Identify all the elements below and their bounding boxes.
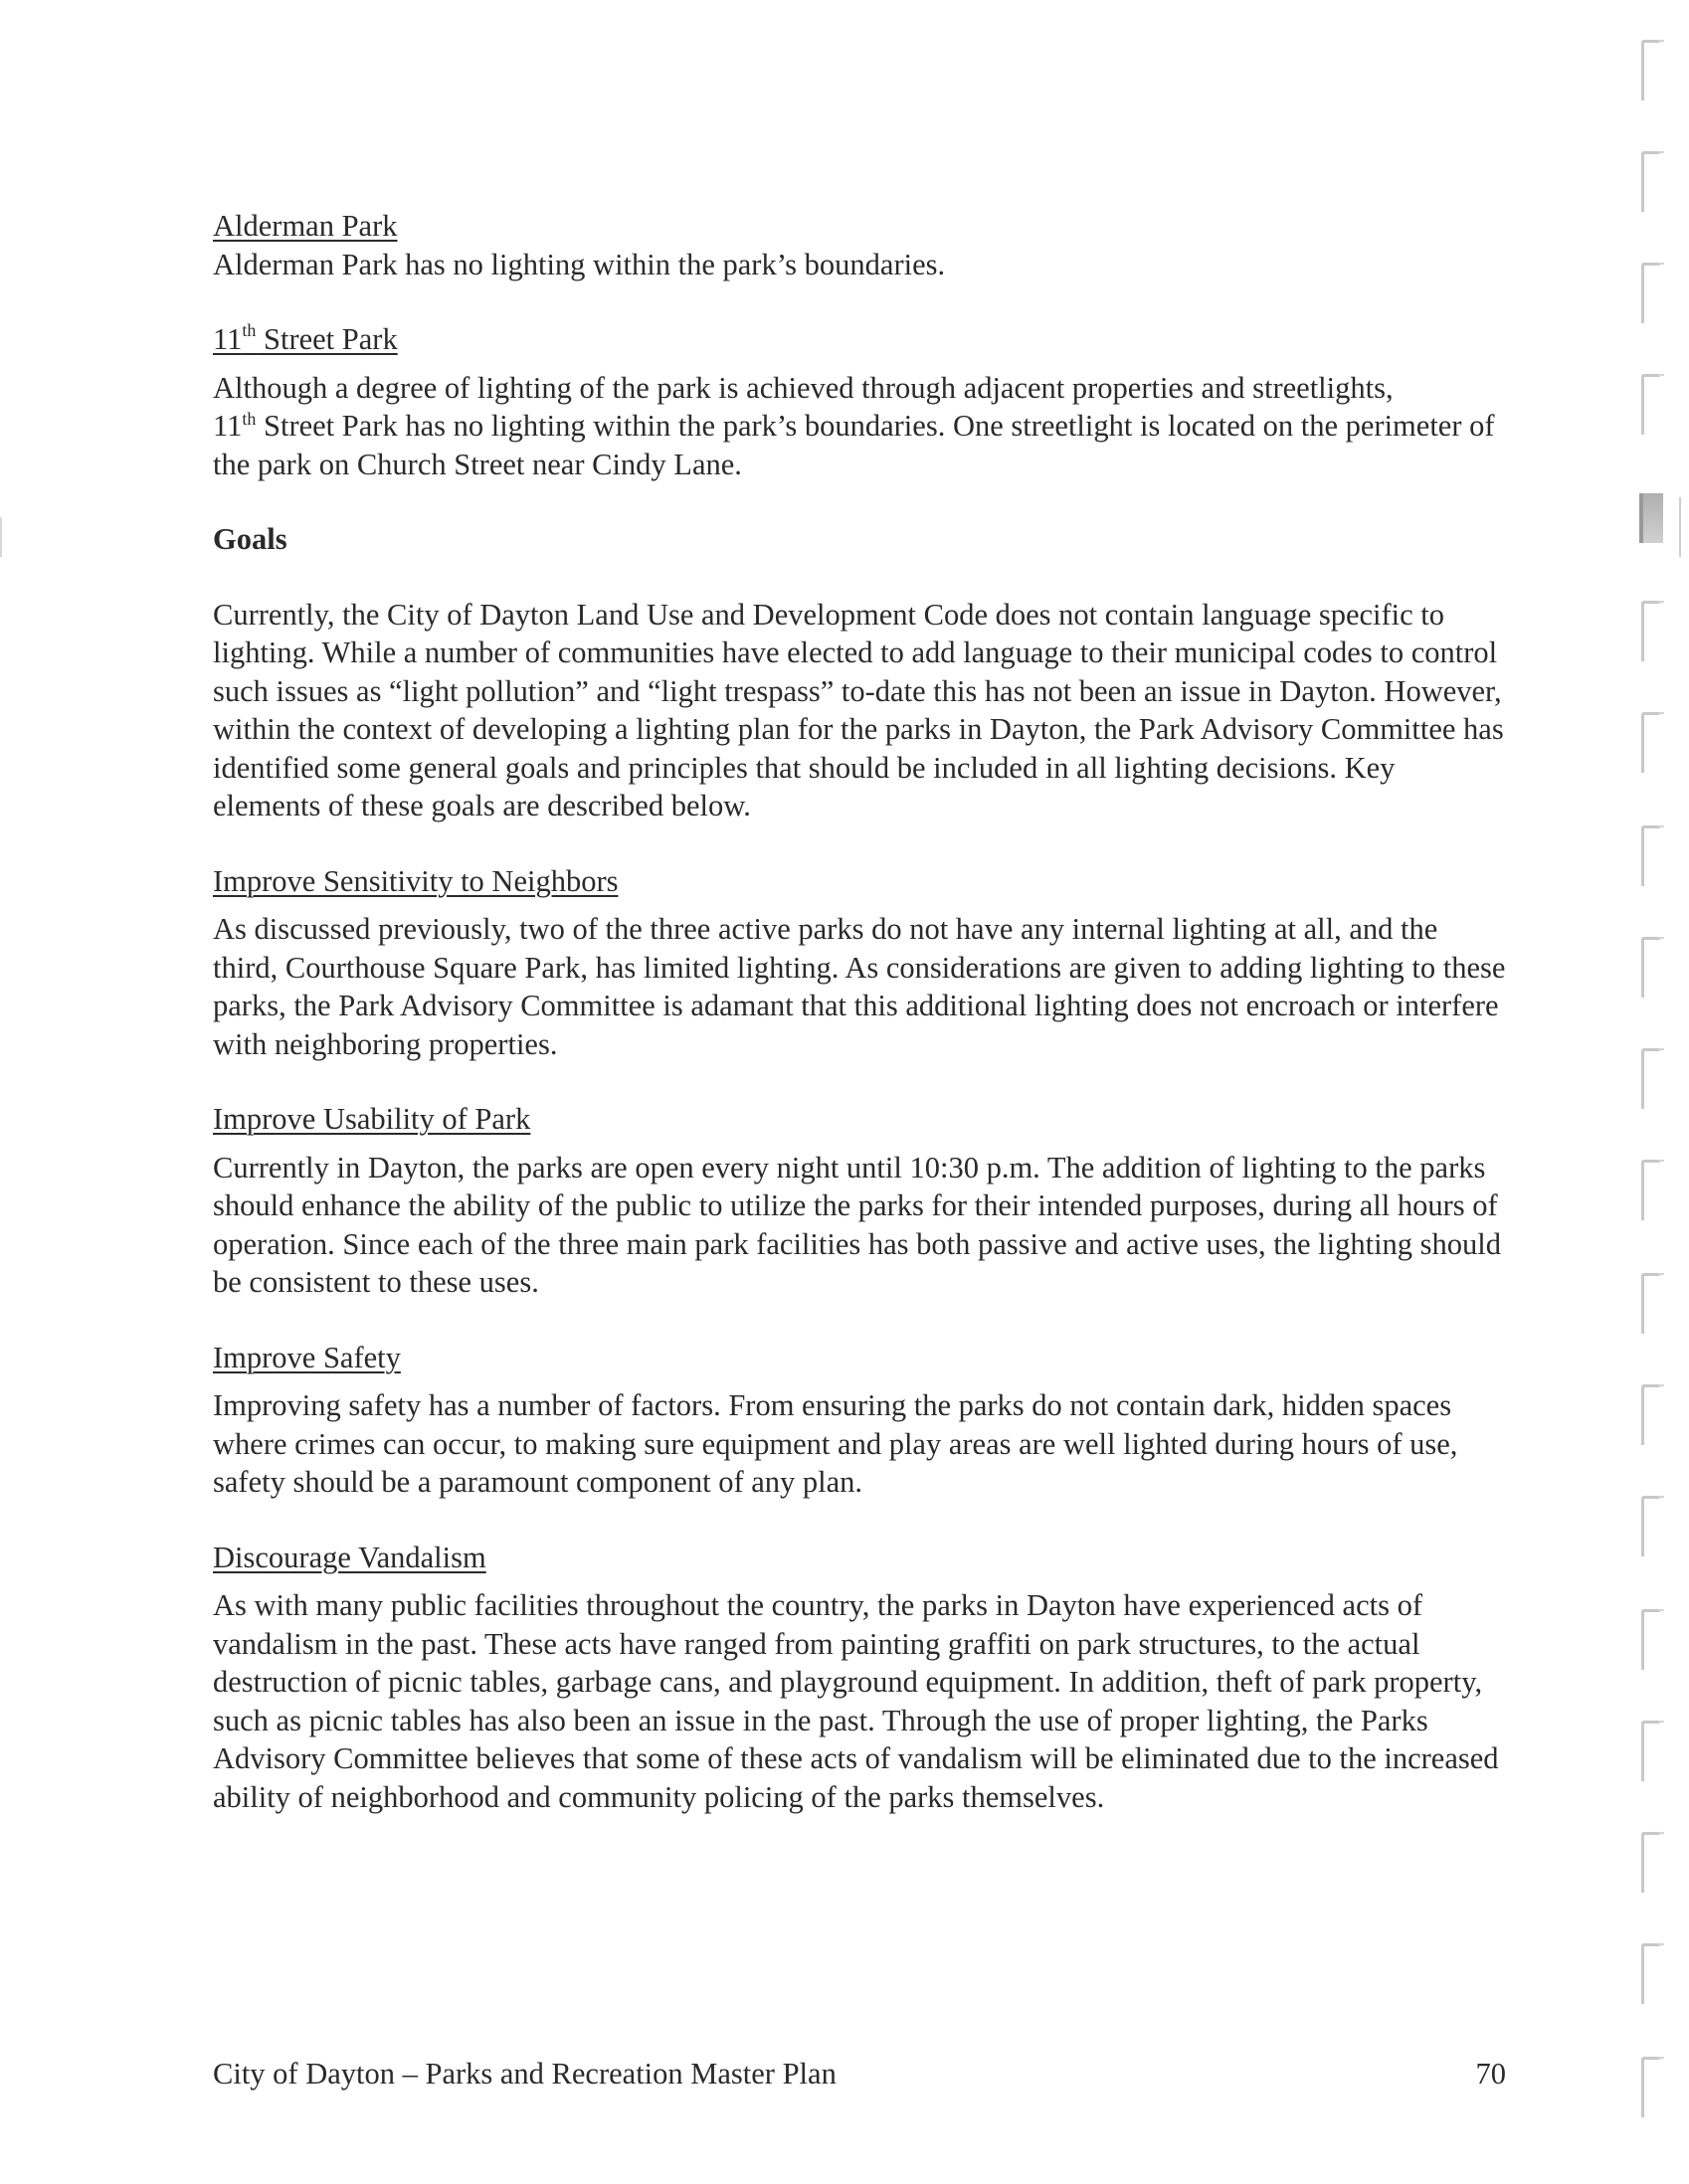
binding-hole-mark — [1641, 151, 1660, 212]
binding-hole-mark — [1641, 2057, 1660, 2117]
eleventh-street-park-body — [213, 369, 1506, 484]
binding-hole-mark — [1641, 1048, 1660, 1109]
body-rest: Street Park has no lighting within the park’s boundaries. One streetlight is located on the perimeter of the park on Church Street near Cindy Lane. — [213, 409, 1495, 481]
binding-hole-mark — [1641, 1832, 1660, 1893]
binding-hole-mark — [1641, 937, 1660, 998]
usability-body: Currently in Dayton, the parks are open every night until 10:30 p.m. The addition of lighting to the parks should enhance the ability of the public to utilize the parks for their intended purposes, during all hours of operation. Since each of the three main park facilities has both passive and active uses, the lighting should be consistent to these uses. — [213, 1150, 1502, 1299]
safety-body: Improving safety has a number of factors. From ensuring the parks do not contain dark, hidden spaces where crimes can occur, to making sure equipment and play areas are well lighted during hours of use, safety should be a paramount component of any plan. — [213, 1388, 1458, 1499]
eleventh-street-park-heading — [213, 320, 1506, 359]
binding-hole-mark — [1641, 1721, 1660, 1781]
page-content — [213, 207, 1506, 1816]
binding-hole-mark — [1641, 263, 1660, 323]
scan-edge-line — [1679, 497, 1681, 557]
binding-hole-mark — [1641, 601, 1660, 661]
alderman-park-heading: Alderman Park — [213, 209, 398, 243]
safety-heading: Improve Safety — [213, 1340, 401, 1374]
binding-clip-mark — [1639, 493, 1663, 543]
binding-marks — [1631, 0, 1689, 2184]
binding-hole-mark — [1641, 1273, 1660, 1334]
alderman-park-body: Alderman Park has no lighting within the park’s boundaries. — [213, 247, 946, 281]
binding-hole-mark — [1641, 40, 1660, 100]
neighbors-body: As discussed previously, two of the three active parks do not have any internal lighting at all, and the third, Courthouse Square Park, has limited lighting. As considerations are given to adding lighting to these parks, the Park Advisory Committee is adamant that this additional lighting does not encroach or interfere with neighboring properties. — [213, 912, 1506, 1061]
heading-number: 11 — [213, 322, 243, 356]
neighbors-heading: Improve Sensitivity to Neighbors — [213, 863, 619, 898]
body-line-1: Although a degree of lighting of the park is achieved through adjacent properties and streetlights, — [213, 370, 1394, 405]
footer-title: City of Dayton – Parks and Recreation Master Plan — [213, 2057, 837, 2091]
binding-hole-mark — [1641, 1160, 1660, 1220]
binding-hole-mark — [1641, 712, 1660, 773]
binding-hole-mark — [1641, 374, 1660, 435]
vandalism-heading: Discourage Vandalism — [213, 1540, 486, 1574]
binding-hole-mark — [1641, 1384, 1660, 1445]
vandalism-body: As with many public facilities throughout the country, the parks in Dayton have experienced acts of vandalism in the past. These acts have ranged from painting graffiti on park structures, to the actual destruction of picnic tables, garbage cans, and playground equipment. In addition, theft of park property, such as picnic tables has also been an issue in the past. Through the use of proper lighting, the Parks Advisory Committee believes that some of these acts of vandalism will be eliminated due to the increased ability of neighborhood and community policing of the parks themselves. — [213, 1588, 1499, 1814]
binding-hole-mark — [1641, 825, 1660, 886]
body-number: 11 — [213, 409, 243, 443]
goals-body: Currently, the City of Dayton Land Use and Development Code does not contain language specific to lighting. While a number of communities have elected to add language to their municipal codes to control such issues as “light pollution” and “light trespass” to-date this has not been an issue in Dayton. However, within the context of developing a lighting plan for the parks in Dayton, the Park Advisory Committee has identified some general goals and principles that should be included in all lighting decisions. Key elements of these goals are described below. — [213, 597, 1504, 822]
scan-edge-mark — [0, 517, 2, 557]
page-number: 70 — [1475, 2057, 1506, 2091]
binding-hole-mark — [1641, 1496, 1660, 1556]
heading-rest: Street Park — [256, 322, 398, 356]
binding-hole-mark — [1641, 1943, 1660, 2004]
goals-heading: Goals — [213, 522, 287, 556]
body-ordinal-suffix: th — [242, 408, 257, 429]
usability-heading: Improve Usability of Park — [213, 1102, 531, 1136]
heading-ordinal-suffix: th — [242, 319, 257, 340]
binding-hole-mark — [1641, 1609, 1660, 1670]
page-footer — [213, 2055, 1506, 2093]
